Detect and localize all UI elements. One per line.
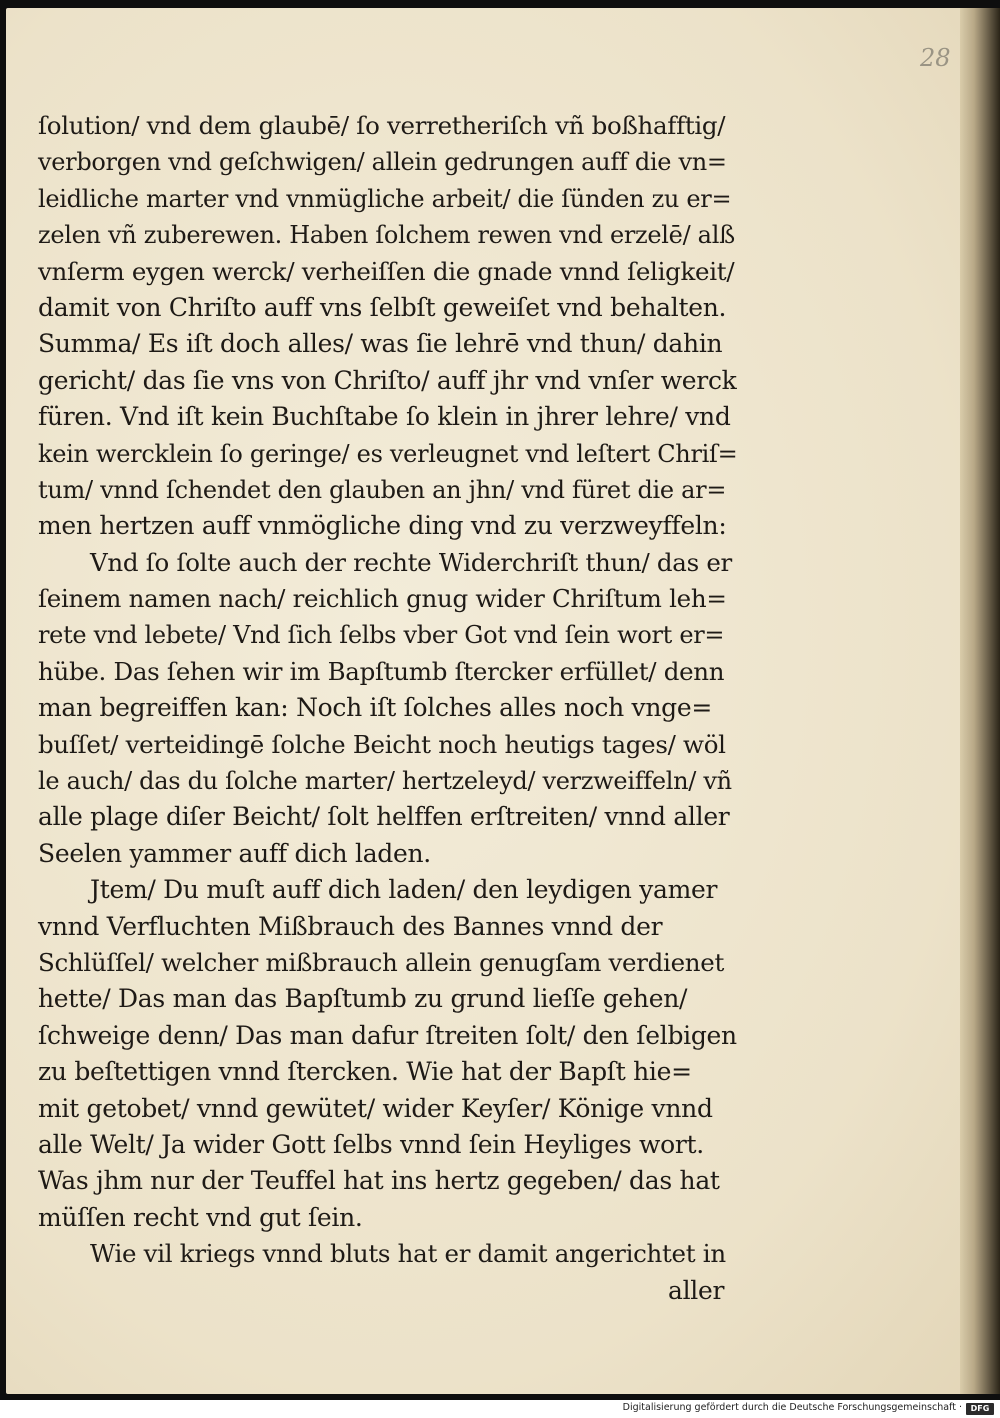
text-line: tum/ vnnd ſchendet den glauben an jhn/ vnd füret die ar= xyxy=(38,475,727,504)
text-line: men hertzen auff vnmögliche ding vnd zu verzweyffeln: xyxy=(38,511,727,541)
text-line: vnnd Verfluchten Mißbrauch des Bannes vnnd der xyxy=(38,911,663,941)
text-line: ſchweige denn/ Das man dafur ſtreiten ſolt/ den ſelbigen xyxy=(38,1020,737,1050)
text-line: hübe. Das ſehen wir im Bapſtumb ſtercker erfüllet/ denn xyxy=(38,656,725,686)
text-line: verborgen vnd geſchwigen/ allein gedrungen auff die vn= xyxy=(38,148,727,177)
dfg-logo: DFG xyxy=(966,1403,994,1415)
folio-number: 28 xyxy=(920,44,951,72)
text-line: zu beſtettigen vnnd ſtercken. Wie hat der Bapſt hie= xyxy=(38,1057,692,1087)
text-line: kein wercklein ſo geringe/ es verleugnet vnd leſtert Chriſ= xyxy=(38,439,738,468)
page-edge-shadow xyxy=(960,8,1000,1394)
text-line: Seelen yammer auff dich laden. xyxy=(38,838,431,868)
text-line: hette/ Das man das Bapſtumb zu grund lieſſe gehen/ xyxy=(38,984,688,1014)
text-line: Summa/ Es iſt doch alles/ was ſie lehrē vnd thun/ dahin xyxy=(38,329,723,359)
text-line: mit getobet/ vnnd gewütet/ wider Keyſer/ Könige vnnd xyxy=(38,1093,713,1123)
text-block xyxy=(38,108,738,1309)
text-line: Wie vil kriegs vnnd bluts hat er damit angerichtet in xyxy=(90,1239,726,1269)
text-line: alle plage diſer Beicht/ ſolt helffen erſtreiten/ vnnd aller xyxy=(38,802,730,832)
funding-notice: Digitalisierung gefördert durch die Deutsche Forschungsgemeinschaft · xyxy=(622,1402,962,1413)
attribution-footer xyxy=(0,1400,1000,1418)
text-line: le auch/ das du ſolche marter/ hertzeleyd/ verzweiffeln/ vñ xyxy=(38,767,732,796)
text-line: man begreiffen kan: Noch iſt ſolches alles noch vnge= xyxy=(38,693,713,723)
text-line: zelen vñ zuberewen. Haben ſolchem rewen vnd erzelē/ alß xyxy=(38,221,735,250)
text-line: Jtem/ Du muſt auff dich laden/ den leydigen yamer xyxy=(90,875,718,905)
text-line: füren. Vnd iſt kein Buchſtabe ſo klein in jhrer lehre/ vnd xyxy=(38,402,731,432)
text-line: Schlüſſel/ welcher mißbrauch allein genugſam verdienet xyxy=(38,947,725,977)
text-line: gericht/ das ſie vns von Chriſto/ auff jhr vnd vnſer werck xyxy=(38,365,737,395)
text-line: rete vnd lebete/ Vnd ſich ſelbs vber Got vnd ſein wort er= xyxy=(38,621,725,650)
text-line: ſeinem namen nach/ reichlich gnug wider Chriſtum leh= xyxy=(38,584,727,614)
catchword: aller xyxy=(668,1275,725,1305)
text-line: ſolution/ vnd dem glaubē/ ſo verretheriſch vñ boßhafftig/ xyxy=(38,111,726,140)
text-line: Was jhm nur der Teuffel hat ins hertz gegeben/ das hat xyxy=(38,1166,720,1196)
text-line: alle Welt/ Ja wider Gott ſelbs vnnd ſein Heyliges wort. xyxy=(38,1129,704,1159)
text-line: vnſerm eygen werck/ verheiſſen die gnade vnnd ſeligkeit/ xyxy=(38,256,735,286)
text-line: müſſen recht vnd gut ſein. xyxy=(38,1202,363,1232)
text-line: damit von Chriſto auff vns ſelbſt geweiſet vnd behalten. xyxy=(38,292,727,322)
text-line: buſſet/ verteidingē ſolche Beicht noch heutigs tages/ wöl xyxy=(38,729,726,759)
text-line: leidliche marter vnd vnmügliche arbeit/ die ſünden zu er= xyxy=(38,184,732,213)
text-line: Vnd ſo ſolte auch der rechte Widerchriſt thun/ das er xyxy=(90,547,732,577)
